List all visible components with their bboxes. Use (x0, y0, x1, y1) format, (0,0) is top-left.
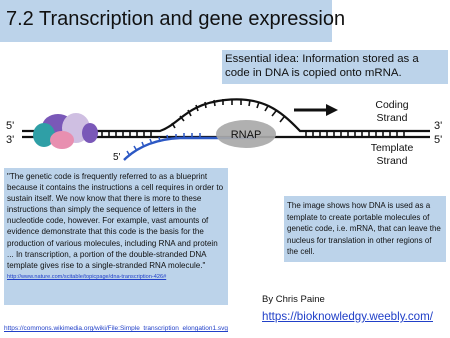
base-pairs-right (306, 131, 404, 137)
three-prime-left-label: 3' (6, 134, 15, 146)
quote-text: "The genetic code is frequently referred to as a blueprint because it contains the instructions a cell requires in order to sustain itself. We now know that there is more to these instructions than simply the sequence of letters in the nucleotide code, however. For example, vast amounts of evidence demonstrate that this code is the basis for the production of various molecules, including RNA and protein ... In transcription, a portion of the double-stranded DNA template gives rise to a single-stranded RNA molecule." (7, 172, 224, 270)
arrow-right-icon (294, 104, 338, 116)
page-title: 7.2 Transcription and gene expression (6, 8, 346, 30)
quote-box (4, 168, 228, 305)
side-note-box (284, 196, 446, 262)
author-credit: By Chris Paine (262, 294, 325, 305)
quote-source-link[interactable]: http://www.nature.com/scitable/topicpage/dna-transcription-426# (7, 273, 167, 280)
side-note-text: The image shows how DNA is used as a template to create portable molecules of genetic code, i.e. mRNA, that can leave the nucleus for translation in other regions of the cell. (287, 201, 441, 256)
essential-idea-box (222, 50, 448, 84)
title-banner (0, 0, 346, 42)
essential-idea-text: Essential idea: Information stored as a code in DNA is copied onto mRNA. (225, 53, 419, 79)
coding-strand-label-line1: Coding (375, 99, 409, 111)
transcription-factors-icon (33, 113, 98, 149)
three-prime-right-label: 3' (434, 120, 443, 132)
image-credit-link[interactable]: https://commons.wikimedia.org/wiki/File:Simple_transcription_elongation1.svg (4, 325, 228, 332)
bioknowledgy-link[interactable]: https://bioknowledgy.weebly.com/ (262, 310, 433, 323)
coding-strand-label-line2: Strand (376, 112, 408, 124)
rnap-label: RNAP (230, 129, 262, 141)
transcription-diagram (0, 82, 450, 176)
template-strand-label-line2: Strand (376, 155, 408, 167)
five-prime-rna-label: 5' (113, 152, 121, 163)
five-prime-right-label: 5' (434, 134, 443, 146)
five-prime-left-label: 5' (6, 120, 15, 132)
template-strand-label-line1: Template (370, 142, 414, 154)
